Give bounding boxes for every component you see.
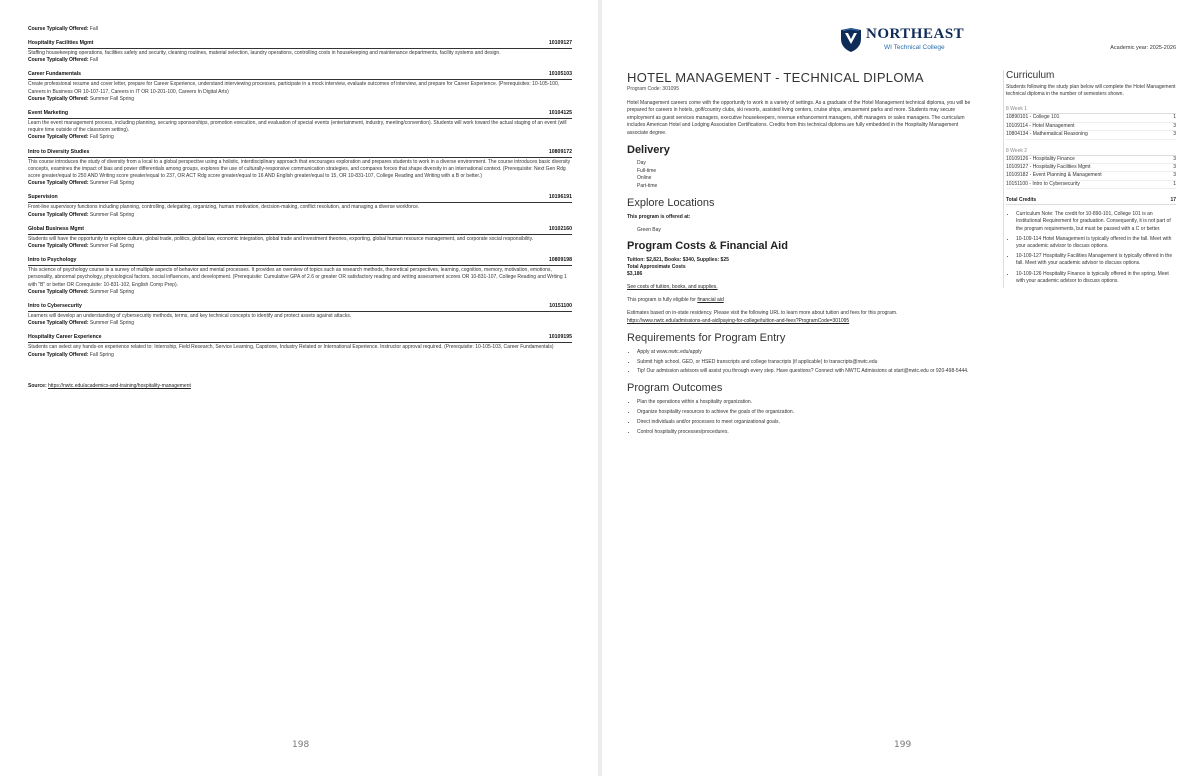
course-offered <box>28 243 572 250</box>
total-cost-value: $3,186 <box>627 271 643 278</box>
curriculum-course: 10109127 - Hospitality Facilities Mgmt <box>1006 164 1091 171</box>
course-header <box>28 110 572 119</box>
curriculum-note: • 10-109-127 Hospitality Facilities Management is typically offered in the fall. Meet with your academic advisor to discuss options. <box>1016 253 1176 267</box>
course-list <box>28 26 572 390</box>
offered-label: Course Typically Offered: <box>28 288 89 295</box>
offered-label: Course Typically Offered: <box>28 134 89 141</box>
total-cost-label: Total Approximate Costs <box>627 264 686 271</box>
offered-value: Summer Fall Spring <box>88 180 135 187</box>
course-offered <box>28 180 572 187</box>
course-description: Front-line supervisory functions including planning, controlling, delegating, organizing, human motivation, decision-making, conflict resolution, and managing a diverse workforce. <box>28 204 420 211</box>
program-intro: Hotel Management careers come with the opportunity to work in a variety of settings. As a graduate of the Hotel Management technical diploma, you will be prepared for careers in hotels, golf/country clubs, ski resorts, assisted living centers, cruise ships, amusement parks and more. Students may secure employment as guest services managers, executive housekeepers, revenue enhancement managers, shift managers or sales managers. The curriculum includes American Hotel and Lodging Association Certifications. Credits from this technical diploma are fully embedded in the Hospitality Management associate degree. <box>627 100 971 136</box>
course-entry <box>28 110 572 142</box>
course-header <box>28 226 572 235</box>
curriculum-course: 10890101 - College 101 <box>1006 114 1060 121</box>
offered-value: Fall <box>88 26 98 32</box>
delivery-list <box>627 160 979 190</box>
course-title: Career Fundamentals <box>28 71 82 78</box>
offered-value: Summer Fall Spring <box>88 211 135 218</box>
delivery-item: Part-time <box>637 182 658 189</box>
offered-value: Summer Fall Spring <box>88 95 135 102</box>
program-title: HOTEL MANAGEMENT - TECHNICAL DIPLOMA <box>627 70 924 85</box>
curriculum-row <box>1006 156 1176 164</box>
offered-value: Fall Spring <box>88 134 114 141</box>
course-code: 10102160 <box>548 225 572 232</box>
curriculum-row <box>1006 172 1176 180</box>
total-credits-value: 17 <box>1170 197 1176 204</box>
course-header <box>28 40 572 49</box>
course-description: Learners will develop an understanding of cybersecurity methods, terms, and key technical concepts to identify and protect assets against attacks. <box>28 313 352 320</box>
course-code: 10809198 <box>548 257 572 264</box>
course-entry <box>28 149 572 188</box>
course-description: Students can select any hands-on experience related to: Internship, Field Research, Service Learning, Capstone, Industry Related or International Experience. Instructor approval required. (Prerequisite: 10-105-103, Career Fundamentals) <box>28 344 554 351</box>
term-block <box>1006 106 1176 139</box>
academic-year: Academic year: 2025-2026 <box>1110 45 1176 51</box>
offered-label: Course Typically Offered: <box>28 57 89 64</box>
curriculum-credits: 1 <box>1173 114 1176 121</box>
course-header <box>28 257 572 266</box>
total-credits-label: Total Credits <box>1006 197 1037 204</box>
curriculum-credits: 3 <box>1173 164 1176 171</box>
curriculum-credits: 3 <box>1173 155 1176 162</box>
course-code: 10109195 <box>548 334 572 341</box>
outcomes-list <box>627 399 979 435</box>
curriculum-row <box>1006 164 1176 172</box>
course-entry <box>28 194 572 218</box>
right-page <box>602 0 1200 776</box>
requirement-item: • Submit high school, GED, or HSED transcripts and college transcripts (if applicable) to transcripts@nwtc.edu <box>637 359 979 366</box>
offered-value: Fall <box>88 57 98 64</box>
course-entry <box>28 226 572 250</box>
course-entry <box>28 257 572 296</box>
requirements-heading: Requirements for Program Entry <box>627 331 786 344</box>
curriculum-course: 10109114 - Hotel Management <box>1006 122 1075 129</box>
offered-label: Course Typically Offered: <box>28 95 89 102</box>
course-description: This science of psychology course is a survey of multiple aspects of behavior and mental processes. It provides an overview of topics such as research methods, theoretical perspectives, learning, cognition, memory, motivation, emotions, personality, abnormal psychology, physiological factors, social influences, and development. (Prerequisite: Cumulative GPA of 2.6 or greater OR satisfactory reading and writing assessment scores OR 10-831-107, College Reading and Writing 1 with "B" or better OR Corequisite: 10-831-102, English Comp Prep). <box>28 267 567 288</box>
course-title: Hospitality Career Experience <box>28 334 102 341</box>
course-code: 10104125 <box>548 110 572 117</box>
source-link[interactable]: https://nwtc.edu/academics-and-training/hospitality-management <box>48 382 191 389</box>
locations-heading: Explore Locations <box>627 197 715 210</box>
offered-value: Summer Fall Spring <box>88 288 135 295</box>
offered-label: Course Typically Offered: <box>28 211 89 218</box>
outcome-item: • Direct individuals and/or processes to meet organizational goals. <box>637 419 979 426</box>
outcomes-heading: Program Outcomes <box>627 382 723 395</box>
course-entry <box>28 40 572 64</box>
curriculum-notes <box>1006 211 1176 285</box>
estimates-text: Estimates based on in-state residency. Please visit the following URL to learn more about tuition and fees for this program. <box>627 310 898 317</box>
term-label: 8 Week 1 <box>1006 106 1176 114</box>
location-item: Green Bay <box>637 227 661 234</box>
curriculum-course: 10109182 - Event Planning & Management <box>1006 172 1102 179</box>
curriculum-desc: Students following the study plan below will complete the Hotel Management technical diploma in the number of semesters shown. <box>1006 84 1176 98</box>
offered-value: Fall Spring <box>88 351 114 358</box>
logo-subtitle: WI Technical College <box>884 44 945 51</box>
curriculum-credits: 3 <box>1173 122 1176 129</box>
program-main-column <box>627 70 979 438</box>
course-header <box>28 71 572 80</box>
program-code: Program Code: 301095 <box>627 86 679 92</box>
offered-value: Summer Fall Spring <box>88 243 135 250</box>
curriculum-credits: 3 <box>1173 131 1176 138</box>
college-logo <box>840 26 965 56</box>
curriculum-course: 10804134 - Mathematical Reasoning <box>1006 131 1088 138</box>
course-offered <box>28 134 572 141</box>
outcome-item: • Control hospitality processes/procedures. <box>637 429 979 436</box>
curriculum-heading: Curriculum <box>1006 70 1055 81</box>
offered-label: Course Typically Offered: <box>28 320 89 327</box>
curriculum-row <box>1006 181 1176 189</box>
course-header <box>28 334 572 343</box>
course-code: 10196191 <box>548 194 572 201</box>
shield-logo-icon <box>840 27 862 53</box>
course-offered <box>28 352 572 359</box>
page-number: 199 <box>894 740 912 750</box>
estimates-note <box>627 310 979 324</box>
course-code: 10109127 <box>548 40 572 46</box>
curriculum-row <box>1006 123 1176 131</box>
course-entry <box>28 71 572 103</box>
curriculum-row <box>1006 114 1176 122</box>
course-offered <box>28 96 572 103</box>
source-line <box>28 383 572 390</box>
course-code: 10151100 <box>549 303 572 310</box>
course-title: Intro to Psychology <box>28 257 77 264</box>
cost-breakdown: Tuition: $2,821, Books: $340, Supplies: $25 <box>627 257 729 264</box>
curriculum-column <box>1003 70 1176 288</box>
offered-label: Course Typically Offered: <box>28 351 89 358</box>
offered-value: Summer Fall Spring <box>88 320 135 327</box>
costs-heading: Program Costs & Financial Aid <box>627 240 788 253</box>
curriculum-note: • Curriculum Note: The credit for 10-890-101, College 101 is an Institutional Requirement for graduation. Consequently, it is not part of the program requirements, but must be passed with a C or better. <box>1016 211 1176 233</box>
curriculum-row <box>1006 131 1176 139</box>
outcome-item: • Organize hospitality resources to achieve the goals of the organization. <box>637 409 979 416</box>
course-description: This course introduces the study of diversity from a local to a global perspective using a holistic, interdisciplinary approach that encourages exploration and prepares students to work in a diverse environment. The course introduces basic diversity concepts, examines the impact of bias and power differentials among groups, explores the use of culturally-responsive communication strategies, and compares forces that shape diversity in an international context. (Prerequisite: Next Gen Rdg score greater/equal to 250 AND Writing score greater/equal to 237, OR ACT Rdg score greater/equal to 16 AND English greater/equal to 15, OR 10-831-107, College Reading and Writing with a B or better.) <box>28 158 571 180</box>
course-title: Event Marketing <box>28 110 69 117</box>
curriculum-credits: 3 <box>1173 172 1176 179</box>
delivery-item: Online <box>637 175 652 182</box>
source-label: Source: <box>28 382 47 389</box>
cost-summary <box>627 257 979 278</box>
requirement-item: • Tip! Our admission advisors will assist you through every step. Have questions? Connect with NWTC Admissions at start@nwtc.edu or 920-498-5444. <box>637 368 979 375</box>
course-code: 10105103 <box>548 71 572 78</box>
course-title: Global Business Mgmt <box>28 225 84 232</box>
requirements-list <box>627 349 979 376</box>
term-label: 8 Week 2 <box>1006 148 1176 156</box>
offered-label: Course Typically Offered: <box>28 26 89 32</box>
total-credits-row <box>1006 197 1176 205</box>
tuition-url-link[interactable]: https://www.nwtc.edu/admissions-and-aid/paying-for-college/tuition-and-fees?ProgramCode=301095 <box>627 317 850 324</box>
course-description: Staffing housekeeping operations, facilities safety and security, cleaning routines, material selection, laundry operations, controlling costs in housekeeping and maintenance departments, facility systems and design. <box>28 50 501 56</box>
course-header <box>28 149 572 158</box>
outcome-item: • Plan the operations within a hospitality organization. <box>637 399 979 406</box>
delivery-item: Day <box>637 160 646 167</box>
course-description: Create professional resume and cover letter, prepare for Career Experience, understand interviewing processes, participate in a mock interview, evaluate outcomes of interview, and prepare for Career Experience. (Prerequisites: 10-105-100, Careers in Business OR 10-107-117, Careers in IT OR 10-201-100, Careers In Digital Arts) <box>28 81 560 95</box>
course-title: Supervision <box>28 194 58 201</box>
logo-name: NORTHEAST <box>866 26 965 42</box>
curriculum-credits: 1 <box>1173 180 1176 187</box>
course-title: Hospitality Facilities Mgmt <box>28 40 94 46</box>
locations-offered-at: This program is offered at: <box>627 214 691 221</box>
course-entry <box>28 334 572 358</box>
curriculum-course: 10151100 - Intro to Cybersecurity <box>1006 180 1080 187</box>
course-header <box>28 303 572 312</box>
curriculum-course: 10109126 - Hospitality Finance <box>1006 155 1075 162</box>
see-costs-link[interactable]: See costs of tuition, books, and supplies. <box>627 284 718 291</box>
financial-aid-link[interactable]: financial aid <box>697 297 724 304</box>
course-entry <box>28 303 572 327</box>
carryover-offered <box>28 26 572 33</box>
course-title: Intro to Cybersecurity <box>28 303 82 310</box>
delivery-item: Full-time <box>637 167 657 174</box>
course-offered <box>28 57 572 64</box>
course-container <box>28 40 572 359</box>
financial-aid-text: This program is fully eligible for <box>627 297 698 304</box>
page-number: 198 <box>292 740 310 750</box>
curriculum-note: • 10-109-126 Hospitality Finance is typically offered in the spring. Meet with your academic advisor to discuss options. <box>1016 271 1176 285</box>
course-description: Students will have the opportunity to explore culture, global trade, politics, global law, economic integration, global trade and investment theories, exporting, global human resource management, and corporate social responsibility. <box>28 235 534 242</box>
left-page <box>0 0 598 776</box>
requirement-item: • Apply at www.nwtc.edu/apply <box>637 349 979 356</box>
course-offered <box>28 289 572 296</box>
delivery-heading: Delivery <box>627 144 670 157</box>
course-description: Learn the event management process, including planning, securing sponsorships, promotion execution, and evaluation of special events (entertainment, industry, meeting/convention). Students will work toward the actual staging of an event (will require time outside of the classroom setting). <box>28 120 567 134</box>
offered-label: Course Typically Offered: <box>28 243 89 250</box>
offered-label: Course Typically Offered: <box>28 180 89 187</box>
course-code: 10809172 <box>548 148 572 155</box>
course-title: Intro to Diversity Studies <box>28 148 90 155</box>
term-block <box>1006 148 1176 190</box>
curriculum-note: • 10-109-114 Hotel Management is typically offered in the fall. Meet with your academic advisor to discuss options. <box>1016 236 1176 250</box>
course-header <box>28 194 572 203</box>
course-offered <box>28 320 572 327</box>
course-offered <box>28 212 572 219</box>
